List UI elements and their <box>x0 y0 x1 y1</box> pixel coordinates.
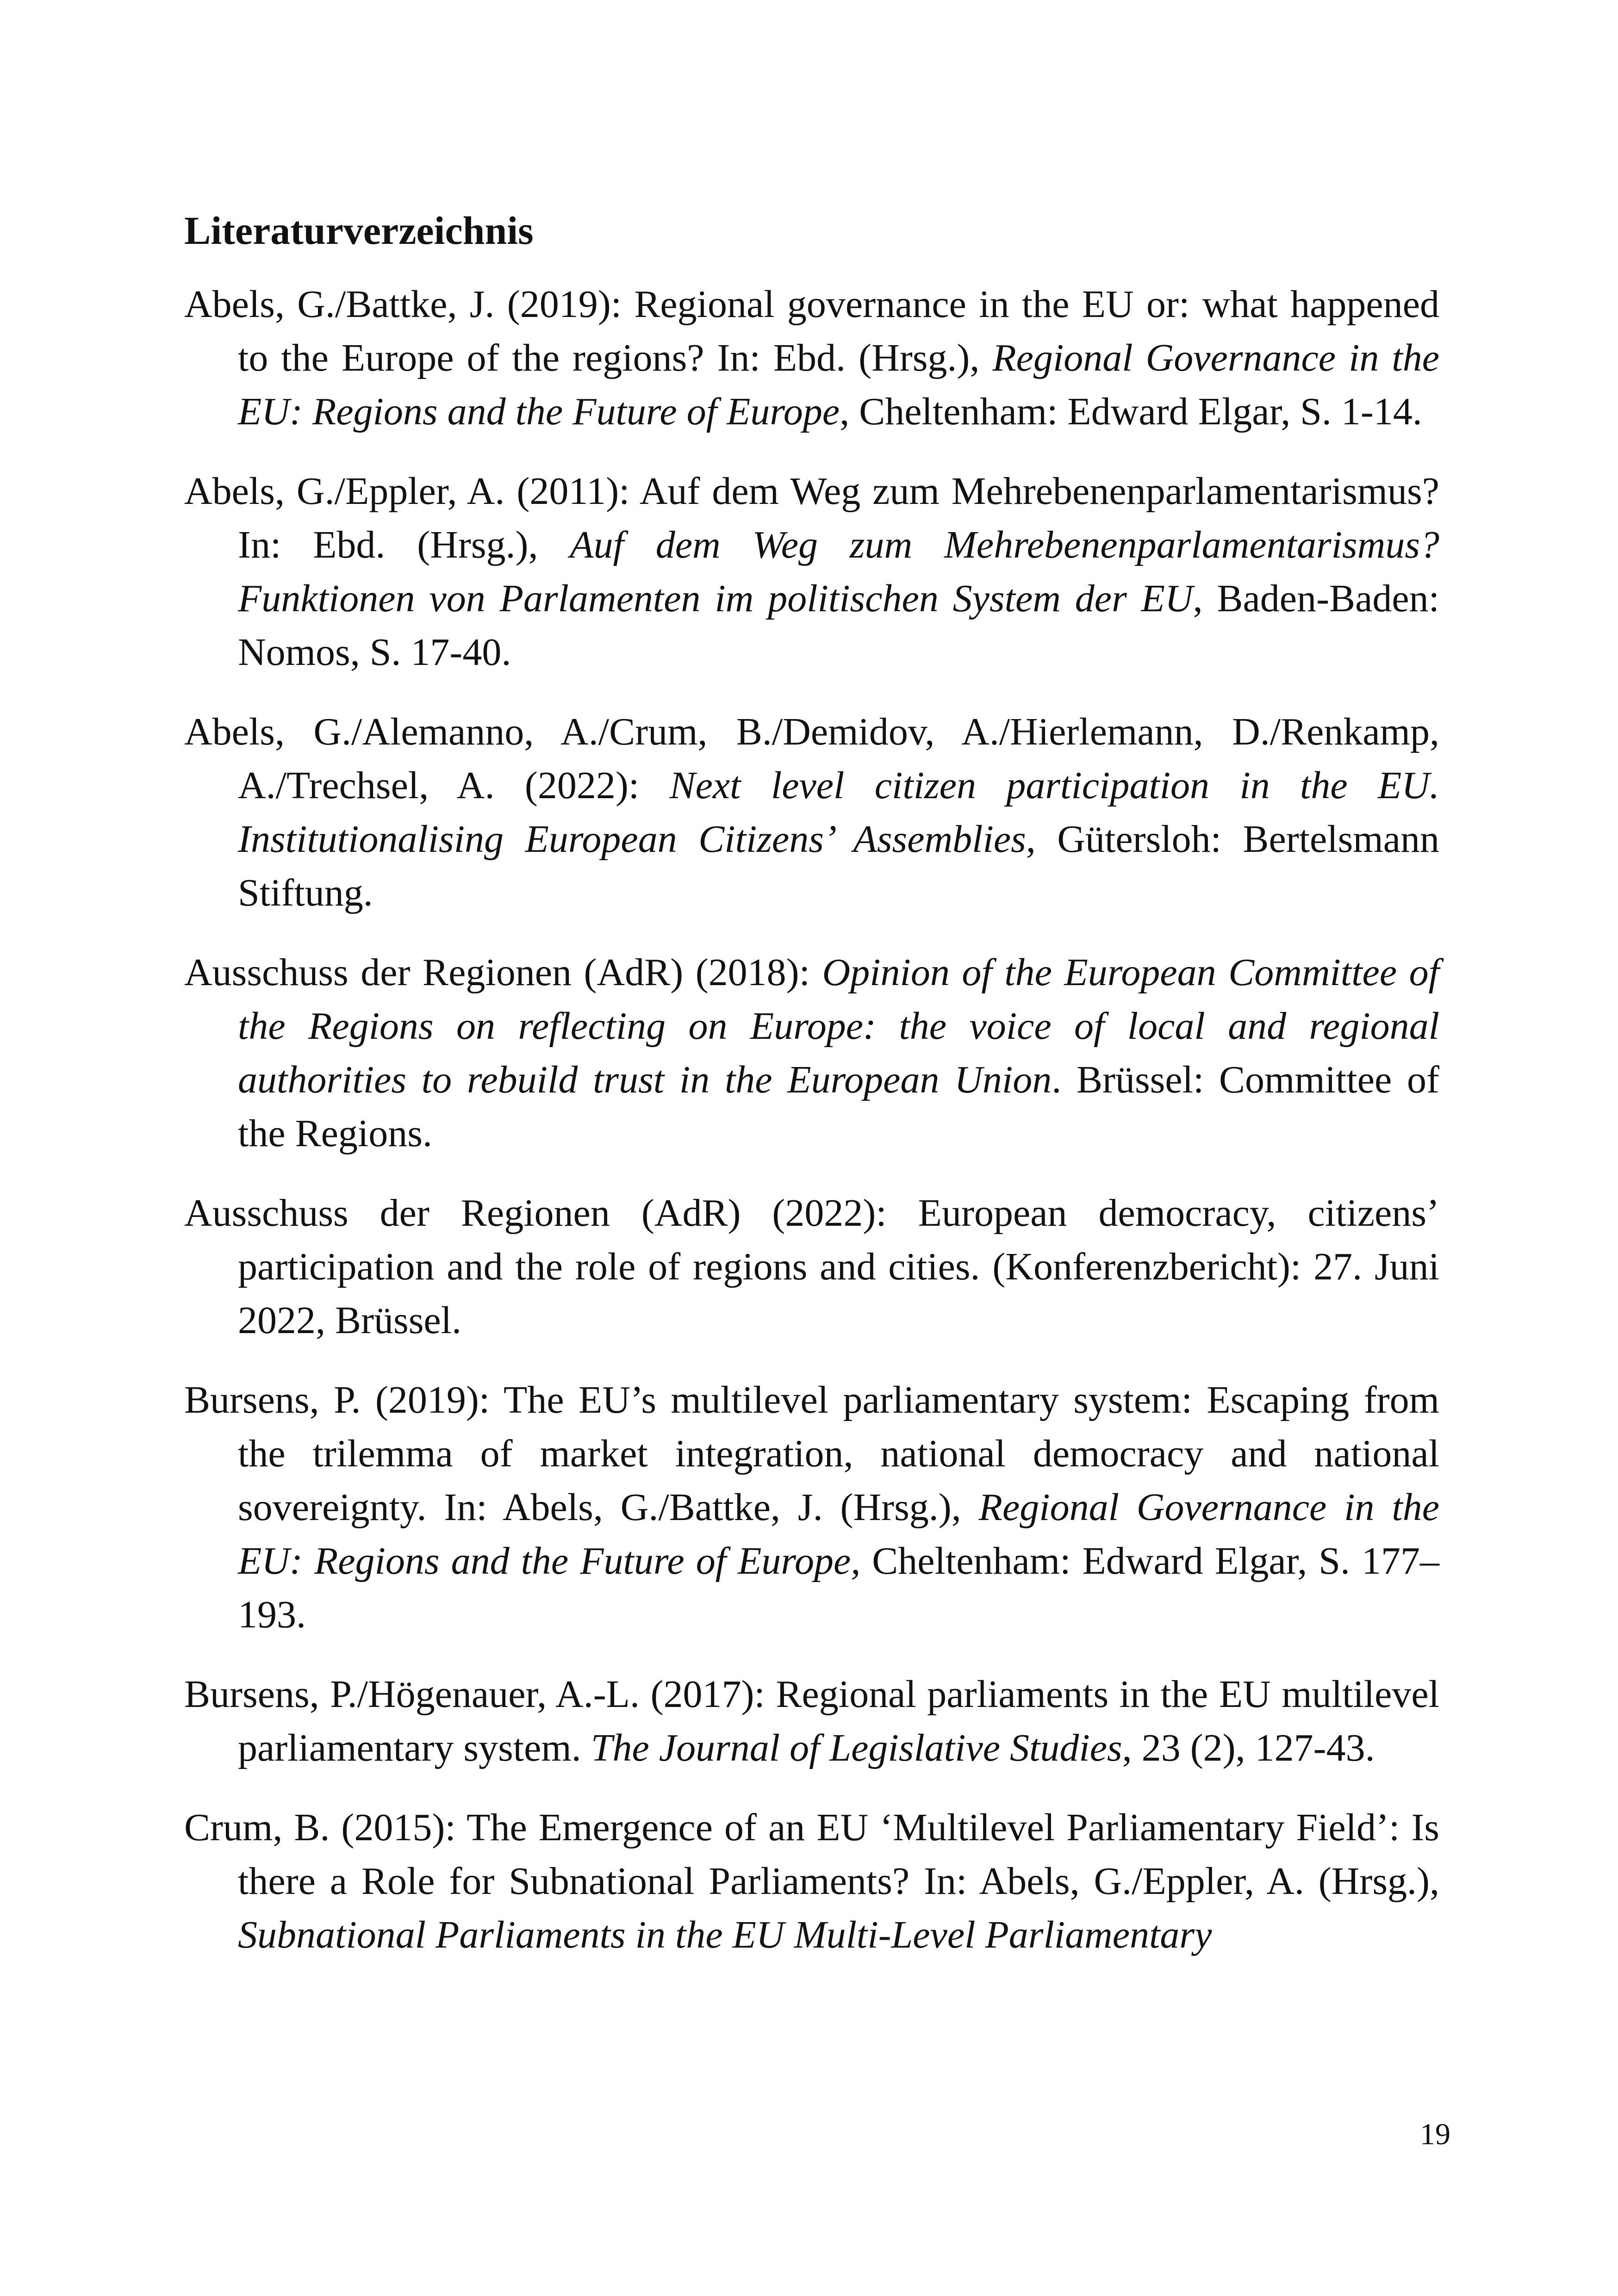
entry-text: Bursens, P./Högenauer, A.-L. (2017): Regional parliaments in the EU multilevel parliamentary system. <box>184 1673 1439 1769</box>
bibliography-list <box>184 278 1439 1988</box>
entry-text: Ausschuss der Regionen (AdR) (2018): <box>184 951 822 994</box>
bibliography-entry <box>184 1373 1439 1642</box>
entry-title-italic: Opinion of the European Committee of the Regions on reflecting on Europe: the voice of local and regional authorities to rebuild trust in the European Union <box>238 951 1440 1101</box>
entry-text: Ausschuss der Regionen (AdR) (2022): European democracy, citizens’ participation and the role of regions and cities. (Konferenzbericht): 27. Juni 2022, Brüssel. <box>184 1191 1439 1342</box>
entry-text: , Cheltenham: Edward Elgar, S. 1-14. <box>840 390 1422 433</box>
entry-text: . Brüssel: Committee of the Regions. <box>238 1058 1439 1155</box>
entry-text: Bursens, P. (2019): The EU’s multilevel parliamentary system: Escaping from the trilemma of market integration, national democracy and national sovereignty. In: Abels, G./Battke, J. (Hrsg.), <box>184 1378 1439 1529</box>
bibliography-entry <box>184 1186 1439 1347</box>
entry-text: Abels, G./Alemanno, A./Crum, B./Demidov, A./Hierlemann, D./Renkamp, A./Trechsel, A. (2022): <box>184 710 1439 807</box>
bibliography-entry <box>184 705 1439 920</box>
entry-text: Abels, G./Eppler, A. (2011): Auf dem Weg zum Mehrebenenparlamentarismus? In: Ebd. (Hrsg.), <box>184 470 1439 566</box>
entry-title-italic: The Journal of Legislative Studies <box>591 1726 1122 1769</box>
entry-text: , Baden-Baden: Nomos, S. 17-40. <box>238 577 1439 674</box>
entry-title-italic: Subnational Parliaments in the EU Multi-Level Parliamentary <box>238 1913 1212 1956</box>
bibliography-entry <box>184 278 1439 439</box>
bibliography-entry <box>184 465 1439 679</box>
entry-text: , 23 (2), 127-43. <box>1122 1726 1375 1769</box>
section-heading: Literaturverzeichnis <box>184 208 534 253</box>
entry-text: Cheltenham: Edward Elgar, S. 177–193. <box>238 1539 1440 1636</box>
entry-text: Crum, B. (2015): The Emergence of an EU ‘Multilevel Parliamentary Field’: Is there a Role for Subnational Parliaments? In: Abels, G./Eppler, A. (Hrsg.), <box>184 1806 1439 1903</box>
bibliography-entry <box>184 1801 1439 1962</box>
entry-title-italic: Regional Governance in the EU: Regions and the Future of Europe, <box>238 1486 1440 1582</box>
bibliography-entry <box>184 946 1439 1160</box>
entry-title-italic: Next level citizen participation in the EU. Institutionalising European Citizens’ Assemblies <box>238 764 1439 861</box>
bibliography-entry <box>184 1668 1439 1775</box>
entry-title-italic: Auf dem Weg zum Mehrebenenparlamentarismus? Funktionen von Parlamenten im politischen System der EU <box>238 523 1440 620</box>
entry-text: Abels, G./Battke, J. (2019): Regional governance in the EU or: what happened to the Europe of the regions? In: Ebd. (Hrsg.), <box>184 283 1439 379</box>
page-number: 19 <box>1420 2117 1450 2151</box>
entry-title-italic: Regional Governance in the EU: Regions and the Future of Europe <box>238 336 1439 433</box>
entry-text: , Gütersloh: Bertelsmann Stiftung. <box>238 818 1439 914</box>
